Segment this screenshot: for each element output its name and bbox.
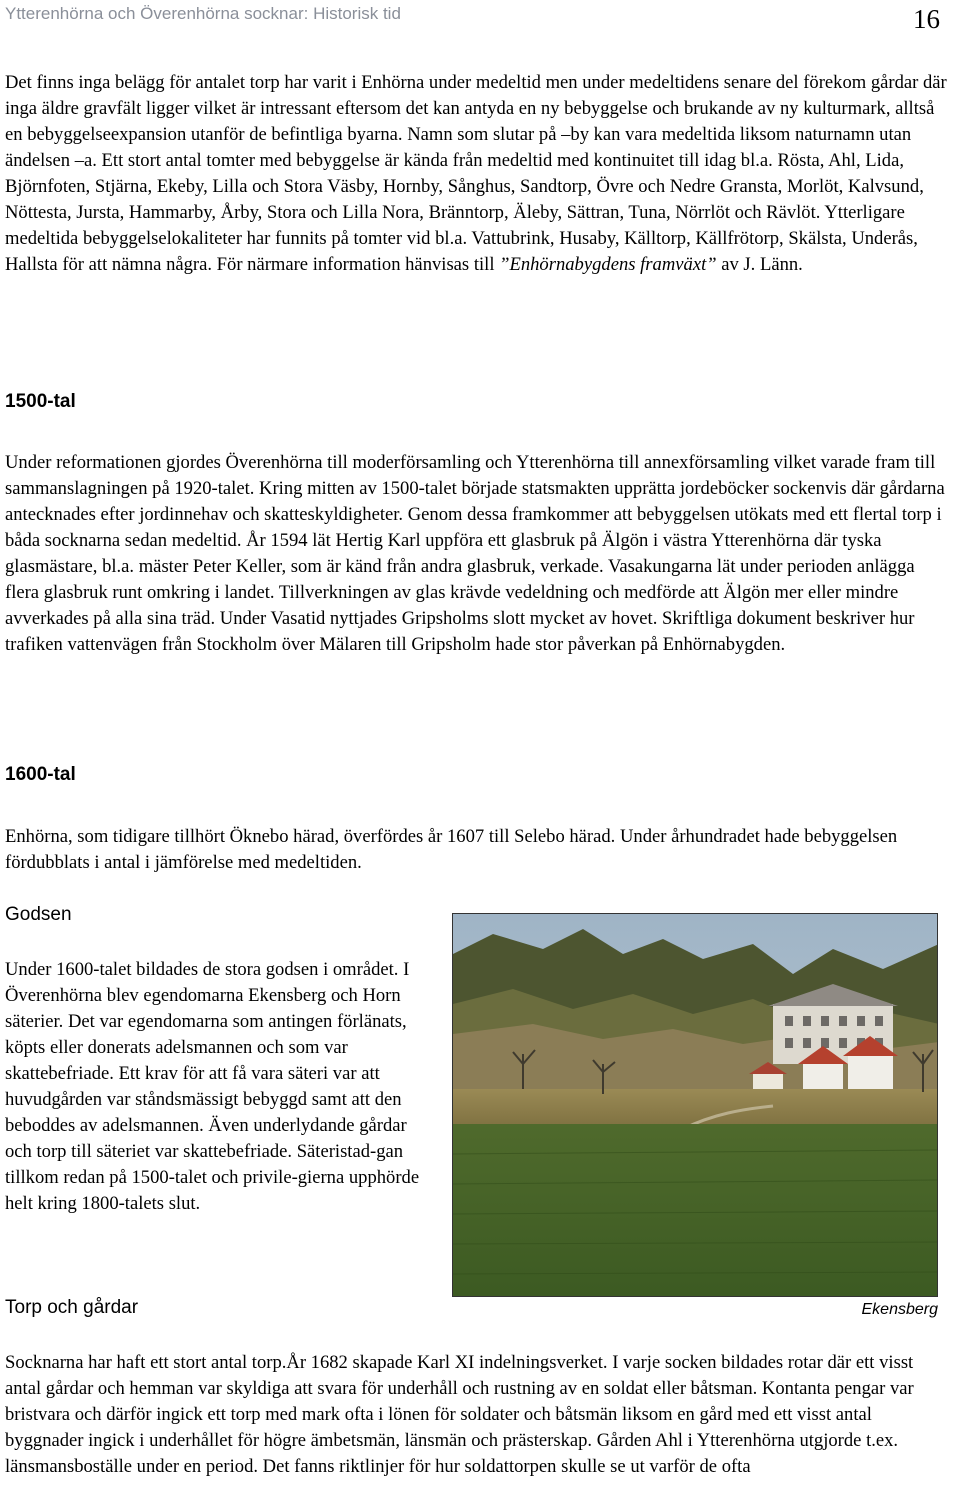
paragraph-torp-och-gardar: Socknarna har haft ett stort antal torp.År 1682 skapade Karl XI indelningsverket. I varje socken bildades rotar där ett visst antal gårdar och hemman var skyldiga att svara för underhåll och rustning av en soldat eller båtsman. Kontanta pengar var bristvara och därför ingick ett torp med mark ofta i lönen för soldater och båtsmän liksom en gård med ett visst antal byggnader ingick i underhållet för högre ämbetsmän, länsmän och prästerskap. Gården Ahl i Ytterenhörna utgjorde t.ex. länsmansboställe under en period. Det fanns riktlinjer för hur soldattorpen skulle se ut varför de ofta bbox=[5, 1352, 914, 1477]
intro-text-end: av J. Länn. bbox=[716, 254, 803, 275]
intro-paragraph bbox=[5, 70, 950, 278]
running-title: Ytterenhörna och Överenhörna socknar: Historisk tid bbox=[5, 4, 401, 23]
heading-godsen: Godsen bbox=[5, 904, 72, 925]
heading-1600-tal: 1600-tal bbox=[5, 764, 76, 785]
page-number: 16 bbox=[913, 4, 940, 34]
intro-text: Det finns inga belägg för antalet torp har varit i Enhörna under medeltid men under medeltidens senare del förekom gårdar där inga äldre gravfält ligger vilket är intressant eftersom det kan antyda en ny bebyggelse och brukande av ny kulturmark, alltså en bebyggelseexpansion utanför de befintliga byarna. Namn som slutar på –by kan vara medeltida liksom naturnamn utan ändelsen –a. Ett stort antal tomter med bebyggelse är kända från medeltid med kontinuitet till idag bl.a. Rösta, Ahl, Lida, Björnfoten, Stjärna, Ekeby, Lilla och Stora Väsby, Hornby, Sånghus, Sandtorp, Övre och Nedre Gransta, Morlöt, Kalvsund, Nöttesta, Jursta, Hammarby, Årby, Stora och Lilla Nora, Bränntorp, Äleby, Sättran, Tuna, Nörrlöt och Rävlöt. Ytterligare medeltida bebyggelselokaliteter har funnits på tomter vid bl.a. Vattubrink, Husaby, Källtorp, Källfrötorp, Skälsta, Underås, Hallsta för att nämna några. För närmare information hänvisas till bbox=[5, 72, 947, 275]
paragraph-1600-tal: Enhörna, som tidigare tillhört Öknebo härad, överfördes år 1607 till Selebo härad. Under århundradet hade bebyggelsen fördubblats i antal i jämförelse med medeltiden. bbox=[5, 826, 898, 873]
paragraph-1500-tal: Under reformationen gjordes Överenhörna till moderförsamling och Ytterenhörna till annexförsamling vilket varade fram till sammanslagningen på 1920-talet. Kring mitten av 1500-talet började statsmakten upprätta jordeböcker sockenvis där gårdarna antecknades efter jordinnehav och skatteskyldigheter. Genom dessa framkommer att bebyggelsen utökats med ett flertal torp i båda socknarna sedan medeltid. År 1594 lät Hertig Karl uppföra ett glasbruk på Älgön i västra Ytterenhörna där tyska glasmästare, bl.a. mäster Peter Keller, som är känd från andra glasbruk, verkade. Vasakungarna lät under perioden anlägga flera glasbruk runt omkring i landet. Tillverkningen av glas krävde vedeldning och medförde att Älgön mer eller mindre avverkades på alla sina träd. Under Vasatid nyttjades Gripsholms slott mycket av hovet. Skriftliga dokument beskriver hur trafiken vattenvägen från Stockholm över Mälaren till Gripsholm hade stor påverkan på Enhörnabygden. bbox=[5, 452, 945, 655]
landscape-image bbox=[453, 914, 938, 1297]
ekensberg-photo bbox=[452, 913, 938, 1297]
heading-1500-tal: 1500-tal bbox=[5, 391, 76, 412]
paragraph-godsen: Under 1600-talet bildades de stora godsen i området. I Överenhörna blev egendomarna Ekensberg och Horn säterier. Det var egendomarna som antingen förlänats, köpts eller donerats adelsmannen och som var skattebefriade. Ett krav för att få vara säteri var att huvudgården var ståndsmässigt bebyggd samt att den beboddes av adelsmannen. Även underlydande gårdar och torp till säteriet var skattebefriade. Säteristad-gan tillkom redan på 1500-talet och privile-gierna upphörde helt kring 1800-talets slut. bbox=[5, 959, 420, 1214]
heading-torp-och-gardar: Torp och gårdar bbox=[5, 1297, 139, 1318]
page-header bbox=[5, 2, 950, 42]
photo-caption: Ekensberg bbox=[861, 1301, 938, 1318]
book-title: ”Enhörnabygdens framväxt” bbox=[499, 254, 717, 275]
